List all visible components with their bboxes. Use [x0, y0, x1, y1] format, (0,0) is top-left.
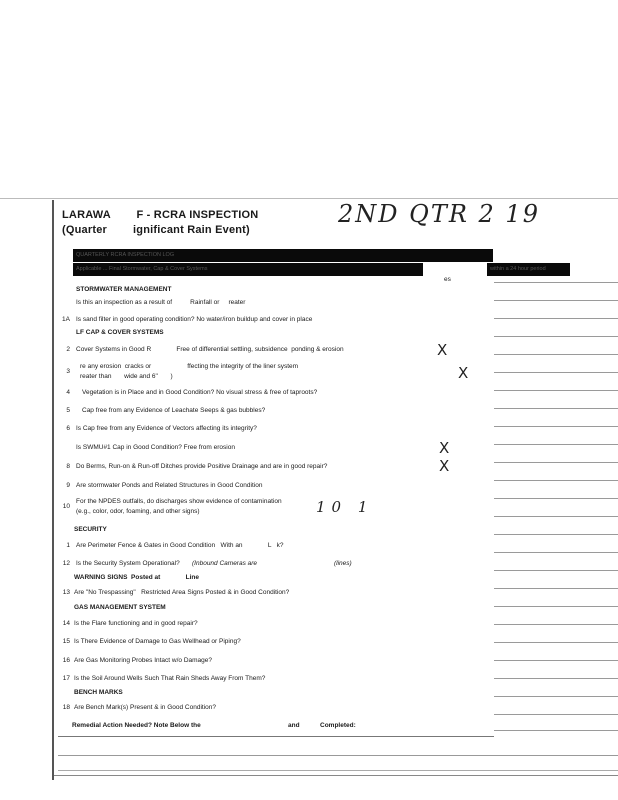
handwritten-10: 10 1	[316, 498, 374, 516]
item-14-number: 14	[62, 620, 70, 627]
section-gas: GAS MANAGEMENT SYSTEM	[74, 604, 166, 611]
item-15-text: Is There Evidence of Damage to Gas Wellhead or Piping?	[74, 638, 241, 645]
item-11-number: 1	[66, 542, 70, 549]
answer-column	[494, 262, 618, 732]
rule	[494, 552, 618, 553]
footer-rule-3	[58, 770, 618, 771]
item-17-number: 17	[62, 675, 70, 682]
rule	[494, 390, 618, 391]
item-13-number: 13	[62, 589, 70, 596]
section-warning-signs: WARNING SIGNS Posted at Line	[74, 574, 199, 581]
rule	[494, 336, 618, 337]
rule	[494, 300, 618, 301]
rule	[494, 730, 618, 731]
item-16-number: 16	[62, 657, 70, 664]
rule	[494, 480, 618, 481]
rule	[494, 444, 618, 445]
redacted-text-2: Applicable ... Final Stormwater, Cap & Cover Systems	[76, 266, 208, 272]
rule	[494, 282, 618, 283]
scan-left-edge	[52, 200, 54, 780]
item-3-text-a: re any erosion cracks or ffecting the integrity of the liner system	[80, 363, 299, 370]
item-8-text: Do Berms, Run-on & Run-off Ditches provide Positive Drainage and are in good repair?	[76, 463, 328, 470]
section-security: SECURITY	[74, 526, 107, 533]
item-1a-number: 1A	[62, 316, 70, 323]
item-4-text: Vegetation is in Place and in Good Condition? No visual stress & free of taproots?	[82, 389, 318, 396]
rule	[494, 408, 618, 409]
rule	[494, 462, 618, 463]
section-stormwater: STORMWATER MANAGEMENT	[76, 286, 172, 293]
item-18-text: Are Bench Mark(s) Present & in Good Condition?	[74, 704, 216, 711]
checkmark-x-7: X	[439, 439, 450, 457]
item-1a-text: Is sand filter in good operating condition? No water/iron buildup and cover in place	[76, 316, 313, 323]
rule	[494, 426, 618, 427]
item-9-text: Are stormwater Ponds and Related Structures in Good Condition	[76, 482, 263, 489]
item-5-text: Cap free from any Evidence of Leachate Seeps & gas bubbles?	[82, 407, 266, 414]
item-10-text-b: (e.g., color, odor, foaming, and other signs)	[76, 508, 200, 515]
rule	[494, 624, 618, 625]
rule	[494, 570, 618, 571]
rule	[494, 516, 618, 517]
intro-question: Is this an inspection as a result of Rainfall or reater	[76, 299, 246, 306]
scan-bottom-edge	[54, 775, 618, 776]
item-10-number: 10	[62, 503, 70, 510]
rule	[494, 318, 618, 319]
item-14-text: Is the Flare functioning and in good repair?	[74, 620, 198, 627]
rule	[494, 678, 618, 679]
item-8-number: 8	[66, 463, 70, 470]
checkmark-x-8: X	[439, 457, 450, 475]
item-12-text-b: (Inbound Cameras are	[192, 560, 258, 567]
section-cap-cover: LF CAP & COVER SYSTEMS	[76, 329, 164, 336]
form-title-line2: (Quarter ignificant Rain Event)	[62, 224, 250, 236]
rule	[494, 714, 618, 715]
item-18-number: 18	[62, 704, 70, 711]
rule	[494, 588, 618, 589]
rule	[494, 372, 618, 373]
item-12-text-c: (lines)	[334, 560, 352, 567]
item-5-number: 5	[66, 407, 70, 414]
section-bench: BENCH MARKS	[74, 689, 123, 696]
rule	[494, 660, 618, 661]
item-2-number: 2	[66, 346, 70, 353]
item-17-text: Is the Soil Around Wells Such That Rain Sheds Away From Them?	[74, 675, 266, 682]
item-16-text: Are Gas Monitoring Probes Intact w/o Damage?	[74, 657, 213, 664]
item-6-text: Is Cap free from any Evidence of Vectors affecting its integrity?	[76, 425, 257, 432]
scan-top-edge	[0, 198, 618, 199]
remedial-and-label: and	[288, 722, 300, 729]
checkmark-x-2: X	[437, 341, 448, 359]
item-10-text-a: For the NPDES outfalls, do discharges show evidence of contamination	[76, 498, 282, 505]
item-6-number: 6	[66, 425, 70, 432]
item-11-text: Are Perimeter Fence & Gates in Good Condition With an L k?	[76, 542, 284, 549]
item-3-number: 3	[66, 368, 70, 375]
checkmark-x-3: X	[458, 364, 469, 382]
rule	[494, 696, 618, 697]
footer-rule-2	[58, 755, 618, 756]
item-12-number: 12	[62, 560, 70, 567]
remedial-completed-label: Completed:	[320, 722, 356, 729]
handwritten-date: 2ND QTR 2 19	[338, 200, 540, 228]
rule	[494, 354, 618, 355]
rule	[494, 642, 618, 643]
footer-rule-1	[58, 736, 494, 737]
item-15-number: 15	[62, 638, 70, 645]
item-3-text-b: reater than wide and 6" )	[80, 373, 173, 380]
remedial-action-label: Remedial Action Needed? Note Below the	[72, 722, 201, 729]
item-9-number: 9	[66, 482, 70, 489]
form-title-line1: LARAWA F - RCRA INSPECTION	[62, 209, 259, 221]
item-12-text-a: Is the Security System Operational?	[76, 560, 180, 567]
item-13-text: Are "No Trespassing" Restricted Area Signs Posted & in Good Condition?	[74, 589, 290, 596]
redacted-text-1: QUARTERLY RCRA INSPECTION LOG	[76, 252, 175, 258]
rule	[494, 534, 618, 535]
rule	[494, 498, 618, 499]
redacted-text-3: within a 24 hour period	[490, 266, 546, 272]
rule	[494, 606, 618, 607]
item-2-text: Cover Systems in Good R Free of differential settling, subsidence ponding & erosion	[76, 346, 344, 353]
column-mark: es	[444, 276, 451, 283]
item-4-number: 4	[66, 389, 70, 396]
item-7-text: Is SWMU#1 Cap in Good Condition? Free from erosion	[76, 444, 235, 451]
